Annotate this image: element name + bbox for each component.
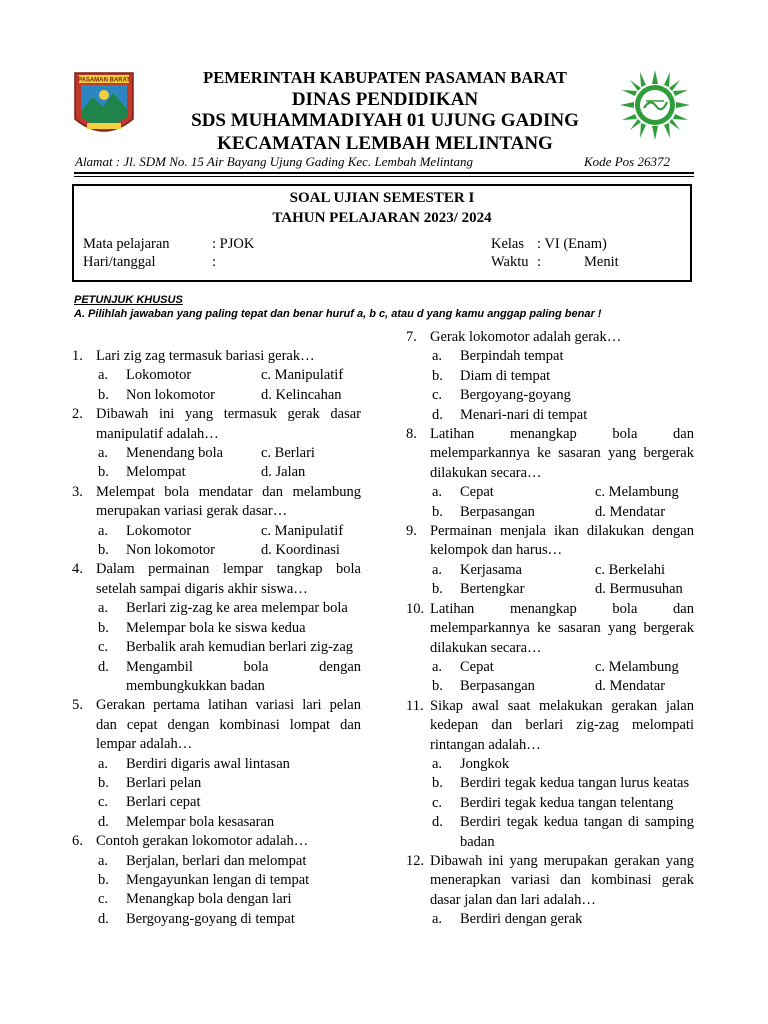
question-10: 10. Latihan menangkap bola dan melemparkannya ke sasaran yang bergerak dilakukan secara…	[406, 600, 694, 656]
option-row: b. Non lokomotor d. Kelincahan	[98, 386, 342, 403]
pasaman-barat-emblem-logo	[73, 71, 135, 143]
option-d: d. Menari-nari di tempat	[432, 406, 588, 423]
option-row: b. Berpasangan d. Mendatar	[432, 503, 666, 520]
option-c: c. Bergoyang-goyang	[432, 387, 571, 404]
option-row: a. Kerjasama c. Berkelahi	[432, 561, 666, 578]
muhammadiyah-sun-logo	[618, 68, 692, 142]
date-label: Hari/tanggal	[83, 254, 156, 270]
header-rule-thick	[74, 172, 694, 174]
option-a: a. Berdiri digaris awal lintasan	[98, 755, 290, 772]
option-a: a. Berdiri dengan gerak	[432, 911, 583, 928]
question-7: 7. Gerak lokomotor adalah gerak…	[406, 329, 622, 345]
option-b: b. Berdiri tegak kedua tangan lurus keatas	[432, 775, 690, 792]
option-c: c. Berdiri tegak kedua tangan telentang	[432, 794, 674, 811]
option-c: c. Menangkap bola dengan lari	[98, 891, 292, 908]
option-row: b. Non lokomotor d. Koordinasi	[98, 542, 340, 559]
option-b: b. Berlari pelan	[98, 774, 202, 791]
class-label: Kelas	[491, 236, 525, 252]
date-value: :	[212, 254, 217, 270]
option-a: a. Berjalan, berlari dan melompat	[98, 852, 307, 869]
instructions-item: A. Pilihlah jawaban yang paling tepat dan benar huruf a, b c, atau d yang kamu anggap paling benar !	[74, 308, 602, 320]
instructions-heading: PETUNJUK KHUSUS	[74, 294, 183, 306]
subject-label: Mata pelajaran	[83, 236, 170, 252]
question-2: 2. Dibawah ini yang termasuk gerak dasar manipulatif adalah…	[72, 406, 361, 442]
header-district: KECAMATAN LEMBAH MELINTANG	[217, 133, 553, 154]
option-row: a. Cepat c. Melambung	[432, 658, 679, 675]
time-label: Waktu	[491, 254, 529, 270]
option-row: b. Berpasangan d. Mendatar	[432, 678, 666, 695]
exam-year: TAHUN PELAJARAN 2023/ 2024	[272, 210, 492, 226]
postcode: Kode Pos 26372	[584, 154, 670, 169]
option-row: a. Menendang bola c. Berlari	[98, 445, 315, 462]
question-6: 6. Contoh gerakan lokomotor adalah…	[72, 833, 309, 850]
option-d: d. Bergoyang-goyang di tempat	[98, 910, 295, 927]
exam-info-box	[72, 184, 692, 282]
option-row: b. Bertengkar d. Bermusuhan	[432, 581, 683, 598]
questions-left-column	[72, 347, 361, 929]
option-d: d. Melempar bola kesasaran	[98, 813, 275, 830]
option-b: b. Melempar bola ke siswa kedua	[98, 619, 306, 636]
option-a: a. Jongkok	[432, 755, 510, 772]
exam-title: SOAL UJIAN SEMESTER I	[289, 190, 475, 206]
question-3: 3. Melempat bola mendatar dan melambung merupakan variasi gerak dasar…	[72, 483, 361, 520]
address: Alamat : Jl. SDM No. 15 Air Bayang Ujung Gading Kec. Lembah Melintang	[75, 154, 474, 169]
questions-right-column	[406, 328, 694, 930]
option-row: a. Lokomotor c. Manipulatif	[98, 522, 344, 539]
option-c: c. Berlari cepat	[98, 794, 201, 811]
time-value: :	[537, 254, 542, 270]
question-8: 8. Latihan menangkap bola dan melemparkannya ke sasaran yang bergerak dilakukan secara…	[406, 426, 694, 481]
option-a: a. Berpindah tempat	[432, 348, 564, 365]
header-department: DINAS PENDIDIKAN	[291, 89, 479, 110]
option-row: b. Melompat d. Jalan	[98, 464, 306, 481]
subject-value: : PJOK	[212, 236, 255, 252]
question-11: 11. Sikap awal saat melakukan gerakan jalan kedepan dan berlari zig-zag melompati rintangan adalah…	[406, 697, 694, 753]
option-d: d. Mengambil bola dengan membungkukkan badan	[98, 658, 361, 694]
option-d: d. Berdiri tegak kedua tangan di samping badan	[432, 814, 694, 850]
question-1: 1. Lari zig zag termasuk bariasi gerak…	[72, 348, 315, 364]
header-rule-thin	[74, 176, 694, 177]
header-school-name: SDS MUHAMMADIYAH 01 UJUNG GADING	[191, 110, 579, 131]
question-5: 5. Gerakan pertama latihan variasi lari pelan dan cepat dengan kombinasi lompat dan lempar adalah…	[72, 697, 361, 753]
option-row: a. Lokomotor c. Manipulatif	[98, 367, 344, 384]
emblem-text: PASAMAN BARAT	[77, 77, 131, 84]
header-government: PEMERINTAH KABUPATEN PASAMAN BARAT	[203, 68, 567, 87]
option-b: b. Mengayunkan lengan di tempat	[98, 871, 310, 888]
question-9: 9. Permainan menjala ikan dilakukan dengan kelompok dan harus…	[406, 523, 694, 559]
question-4: 4. Dalam permainan lempar tangkap bola setelah sampai digaris akhir siswa…	[72, 561, 361, 597]
option-b: b. Diam di tempat	[432, 367, 551, 384]
time-unit: Menit	[584, 254, 619, 270]
option-row: a. Cepat c. Melambung	[432, 484, 679, 501]
option-c: c. Berbalik arah kemudian berlari zig-zag	[98, 639, 354, 656]
class-value: : VI (Enam)	[537, 236, 607, 252]
option-a: a. Berlari zig-zag ke area melempar bola	[98, 600, 348, 617]
question-12: 12. Dibawah ini yang merupakan gerakan yang menerapkan variasi dan kombinasi gerak dasar jalan dan lari adalah…	[406, 852, 694, 908]
